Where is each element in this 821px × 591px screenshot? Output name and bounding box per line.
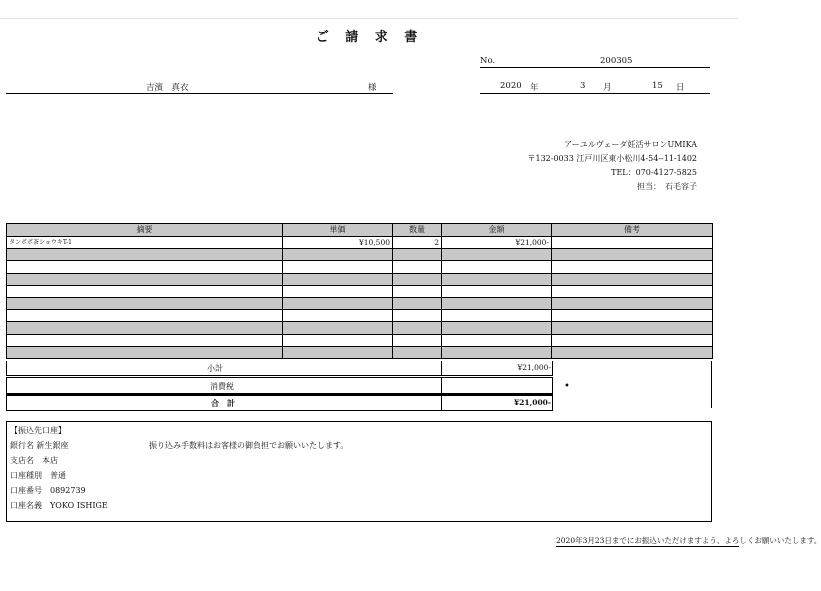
- row-quantity: [393, 273, 442, 285]
- items-table: [6, 223, 713, 359]
- row-remarks: [552, 285, 713, 297]
- row-unit-price: [283, 273, 393, 285]
- date-day-label: 日: [676, 83, 685, 93]
- table-row: [7, 297, 713, 309]
- row-description: [7, 334, 283, 346]
- row-quantity: [393, 334, 442, 346]
- invoice-title: ご 請 求 書: [315, 30, 424, 45]
- date-year-label: 年: [530, 83, 539, 93]
- row-amount: ¥21,000-: [442, 237, 552, 249]
- bank-account-holder: 口座名義 YOKO ISHIGE: [10, 501, 108, 510]
- row-remarks: [552, 273, 713, 285]
- row-unit-price: [283, 322, 393, 334]
- table-row: [7, 285, 713, 297]
- row-quantity: 2: [393, 237, 442, 249]
- row-amount: [442, 346, 552, 358]
- row-unit-price: [283, 261, 393, 273]
- table-row: [7, 273, 713, 285]
- bank-name: 銀行名 新生銀座: [10, 441, 69, 450]
- row-remarks: [552, 346, 713, 358]
- row-description: タンポポ茶ショウキT-1: [7, 237, 283, 249]
- row-unit-price: [283, 334, 393, 346]
- bank-branch: 支店名 本店: [10, 456, 58, 465]
- row-unit-price: [283, 346, 393, 358]
- subtotal-value: ¥21,000-: [517, 363, 551, 372]
- top-divider: [0, 18, 739, 19]
- row-amount: [442, 261, 552, 273]
- customer-honorific: 様: [368, 83, 377, 93]
- row-amount: [442, 310, 552, 322]
- payment-due-note: 2020年3月23日までにお振込いただけますよう、よろしくお願いいたします。: [556, 536, 821, 545]
- row-remarks: [552, 249, 713, 261]
- header-remarks: 備考: [552, 224, 713, 237]
- row-amount: [442, 249, 552, 261]
- row-remarks: [552, 322, 713, 334]
- row-description: [7, 285, 283, 297]
- table-row: [7, 249, 713, 261]
- row-unit-price: [283, 285, 393, 297]
- table-row: [7, 261, 713, 273]
- issuer-address: 〒132-0033 江戸川区東小松川4-54--11-1402: [527, 154, 697, 163]
- row-unit-price: [283, 297, 393, 309]
- row-description: [7, 297, 283, 309]
- row-amount: [442, 285, 552, 297]
- date-day: 15: [652, 81, 663, 91]
- header-quantity: 数量: [393, 224, 442, 237]
- row-remarks: [552, 237, 713, 249]
- row-quantity: [393, 285, 442, 297]
- invoice-date-line: [480, 81, 710, 94]
- row-description: [7, 249, 283, 261]
- row-quantity: [393, 261, 442, 273]
- total-value: ¥21,000-: [513, 398, 551, 407]
- invoice-number-value: 200305: [600, 56, 633, 66]
- remarks-box: [552, 361, 712, 408]
- issuer-tel: TEL：070-4127-5825: [611, 168, 697, 177]
- customer-name: 吉濱 真衣: [146, 83, 189, 93]
- row-amount: [442, 322, 552, 334]
- row-remarks: [552, 261, 713, 273]
- table-row: [7, 237, 713, 249]
- table-header-row: [7, 224, 713, 237]
- row-quantity: [393, 297, 442, 309]
- date-month-label: 月: [603, 83, 612, 93]
- total-row: [6, 394, 553, 411]
- row-description: [7, 261, 283, 273]
- row-description: [7, 310, 283, 322]
- total-label: 合 計: [211, 398, 235, 408]
- row-remarks: [552, 310, 713, 322]
- row-description: [7, 273, 283, 285]
- row-amount: [442, 273, 552, 285]
- row-remarks: [552, 297, 713, 309]
- row-amount: [442, 297, 552, 309]
- row-unit-price: [283, 310, 393, 322]
- invoice-number-line: [480, 56, 710, 68]
- tax-label: 消費税: [210, 382, 234, 391]
- row-remarks: [552, 334, 713, 346]
- header-description: 摘要: [7, 224, 283, 237]
- table-row: [7, 310, 713, 322]
- date-month: 3: [580, 81, 586, 91]
- header-unit-price: 単価: [283, 224, 393, 237]
- tax-row: [6, 377, 553, 394]
- transfer-fee-note: 振り込み手数料はお客様の御負担でお願いいたします。: [149, 441, 349, 450]
- row-quantity: [393, 346, 442, 358]
- row-quantity: [393, 322, 442, 334]
- issuer-block: [397, 138, 697, 194]
- subtotal-label: 小計: [207, 364, 223, 373]
- row-description: [7, 322, 283, 334]
- bank-account-type: 口座種別 普通: [10, 471, 66, 480]
- row-quantity: [393, 310, 442, 322]
- bank-heading: 【振込先口座】: [10, 426, 66, 435]
- table-row: [7, 334, 713, 346]
- table-row: [7, 346, 713, 358]
- date-year: 2020: [500, 81, 522, 91]
- invoice-number-label: No.: [480, 56, 496, 66]
- row-amount: [442, 334, 552, 346]
- subtotal-row: [6, 361, 553, 376]
- row-unit-price: [283, 249, 393, 261]
- row-quantity: [393, 249, 442, 261]
- customer-line: [6, 81, 393, 94]
- bank-account-box: [6, 421, 712, 522]
- row-unit-price: ¥10,500: [283, 237, 393, 249]
- issuer-contact: 担当： 石毛容子: [637, 182, 697, 191]
- bank-account-number: 口座番号 0892739: [10, 486, 86, 495]
- issuer-name: アーユルヴェーダ妊活サロンUMIKA: [564, 140, 697, 149]
- row-description: [7, 346, 283, 358]
- header-amount: 金額: [442, 224, 552, 237]
- bullet-mark: •: [564, 381, 570, 392]
- table-row: [7, 322, 713, 334]
